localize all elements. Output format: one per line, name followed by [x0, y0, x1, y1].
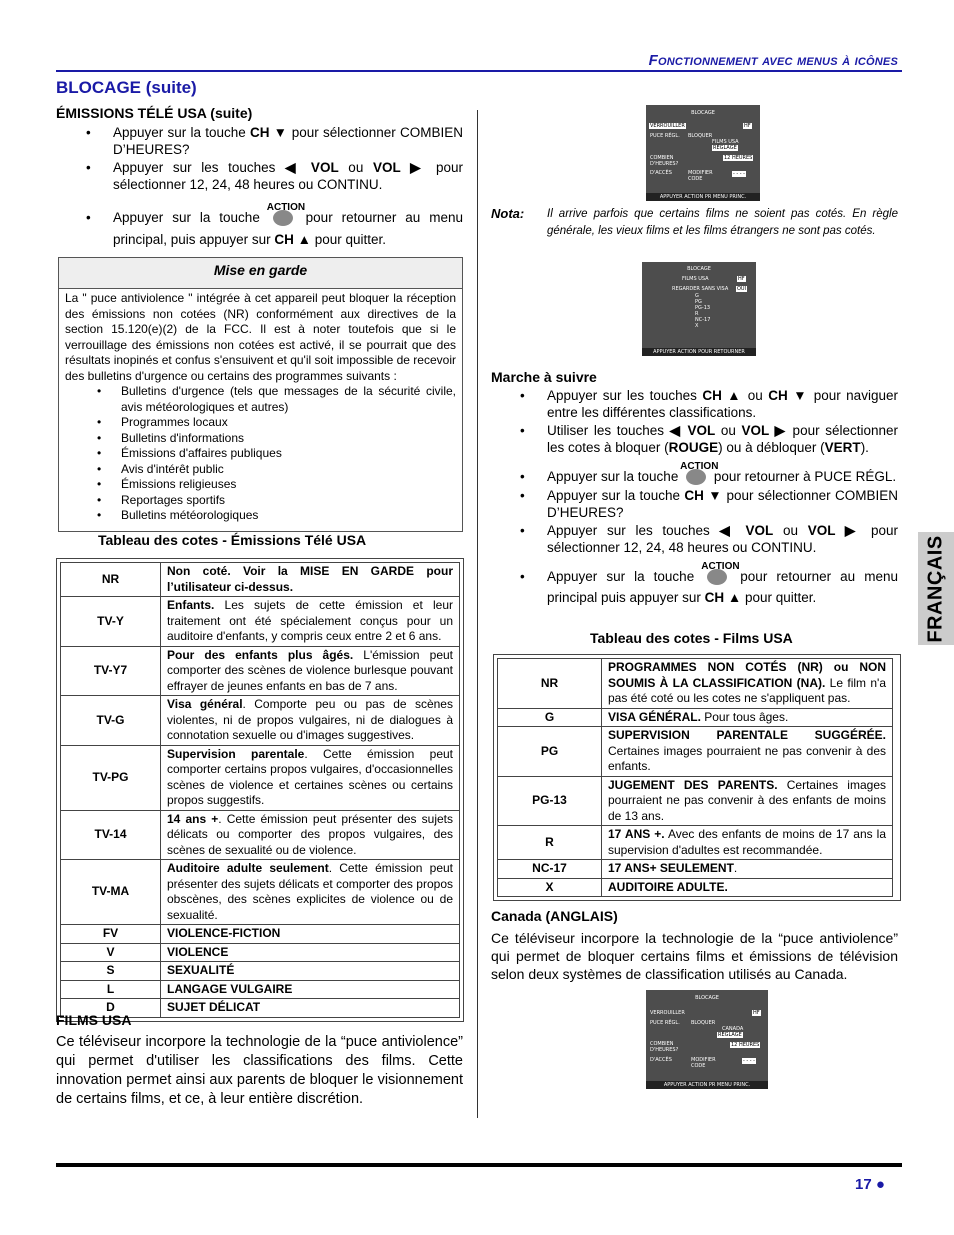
rating-description: JUGEMENT DES PARENTS. Certaines images pourraient ne pas convenir à des enfants de moins de 13 ans. — [602, 776, 893, 826]
list-item: • Émissions religieuses — [65, 477, 456, 493]
screen-value: 12 HEURES — [724, 155, 753, 161]
rating-description: 17 ANS+ SEULEMENT. — [602, 860, 893, 879]
screen-item: REGARDER SANS VISA — [672, 286, 729, 292]
rating-description: AUDITOIRE ADULTE. — [602, 878, 893, 897]
menu-screen-3 — [646, 990, 768, 1089]
rating-description: SEXUALITÉ — [161, 962, 460, 981]
rating-description: Auditoire adulte seulement. Cette émission peut présenter des sujets délicats et comporter des propos obscènes, des scènes explicites de violence ou de sexualité. — [161, 860, 460, 925]
screen-value: HF — [738, 276, 745, 282]
screen-footer: APPUYER ACTION PR MENU PRINC. — [646, 193, 760, 201]
screen-footer: APPUYER ACTION PR MENU PRINC. — [646, 1081, 768, 1089]
footer-rule — [56, 1163, 902, 1167]
screen-title: BLOCAGE — [691, 110, 715, 116]
list-item: • Appuyer sur la touche CH ▼ pour sélectionner COMBIEN D’HEURES? — [86, 124, 463, 158]
list-item: • Reportages sportifs — [65, 493, 456, 509]
list-item: • Bulletins d'informations — [65, 431, 456, 447]
column-divider — [477, 110, 478, 1118]
rating-description: VIOLENCE-FICTION — [161, 925, 460, 944]
table-row — [61, 745, 460, 810]
rating-code: X — [498, 878, 602, 897]
rating-description: 14 ans +. Cette émission peut présenter des sujets délicats ou comporter des propos vulgaires, des scènes de sexualité ou de violence. — [161, 810, 460, 860]
screen-value: RÉGLAGE — [718, 1032, 742, 1038]
screen-item: PUCE RÉGL. — [650, 133, 680, 139]
rating-code: NR — [498, 659, 602, 709]
table-row — [61, 563, 460, 597]
marche-title: Marche à suivre — [491, 369, 597, 385]
caution-list — [65, 384, 456, 524]
nota-text: Il arrive parfois que certains films ne soient pas cotés. En règle générale, les vieux films et les films étrangers ne sont pas cotés. — [547, 208, 898, 237]
list-item: • Avis d'intérêt public — [65, 462, 456, 478]
screen-item: FILMS USA — [682, 276, 709, 282]
section-title: BLOCAGE (suite) — [56, 78, 197, 97]
rating-description: PROGRAMMES NON COTÉS (NR) ou NON SOUMIS À LA CLASSIFICATION (NA). Le film n'a pas été coté ou les cotes ne s'appliquent pas. — [602, 659, 893, 709]
screen-footer: APPUYER ACTION POUR RETOURNER — [642, 348, 756, 356]
screen-item: CANADA — [722, 1026, 744, 1032]
rating-code: L — [61, 980, 161, 999]
rating-code: TV-MA — [61, 860, 161, 925]
table-row — [498, 826, 893, 860]
screen-value: 12 HEURES — [731, 1042, 760, 1048]
list-item: • Appuyer sur les touches ◀ VOL ou VOL ▶ pour sélectionner 12, 24, 48 heures ou CONTINU. — [86, 159, 463, 193]
rating-description: SUJET DÉLICAT — [161, 999, 460, 1018]
canada-title: Canada (ANGLAIS) — [491, 908, 618, 924]
rating-description: Enfants. Les sujets de cette émission et leur traitement ont été spécialement conçus pour un auditoire d'enfants, y compris ceux entre 2 et 6 ans. — [161, 597, 460, 647]
screen-item: COMBIEN D'HEURES? — [650, 1041, 679, 1053]
list-item: • Programmes locaux — [65, 415, 456, 431]
rating-code: PG — [498, 727, 602, 777]
list-item: • Utiliser les touches ◀ VOL ou VOL ▶ pour sélectionner les cotes à bloquer (ROUGE) ou à débloquer (VERT). — [520, 422, 898, 456]
tv-table-caption: Tableau des cotes - Émissions Télé USA — [98, 532, 367, 548]
action-button-icon: ACTION — [686, 469, 706, 485]
rating-code: TV-G — [61, 696, 161, 746]
films-ratings-table — [493, 654, 901, 901]
action-button-icon: ACTION — [273, 210, 293, 226]
rating-code: S — [61, 962, 161, 981]
page-header-title: Fonctionnement avec menus à icônes — [648, 52, 898, 69]
rating-description: SUPERVISION PARENTALE SUGGÉRÉE. Certaines images pourraient ne pas convenir à des enfants. — [602, 727, 893, 777]
menu-screen-1 — [646, 105, 760, 201]
caution-title: Mise en garde — [59, 258, 462, 289]
list-item: • Appuyer sur la touche ACTION pour retourner au menu principal puis appuyer sur CH ▲ pour quitter. — [520, 566, 898, 608]
films-title: FILMS USA — [56, 1012, 132, 1028]
menu-screen-2 — [642, 262, 756, 356]
rating-description: Pour des enfants plus âgés. L'émission peut comporter des scènes de violence burlesque pouvant effrayer de jeunes enfants en bas de 7 ans. — [161, 646, 460, 696]
rating-description: VIOLENCE — [161, 943, 460, 962]
nota-label: Nota: — [491, 206, 525, 221]
screen-title: BLOCAGE — [695, 995, 719, 1001]
list-item: • Appuyer sur les touches ◀ VOL ou VOL ▶ pour sélectionner 12, 24, 48 heures ou CONTINU. — [520, 522, 898, 556]
screen-value: HF — [753, 1010, 760, 1016]
rating-code: TV-Y7 — [61, 646, 161, 696]
action-button-icon: ACTION — [707, 569, 727, 585]
table-row — [61, 925, 460, 944]
screen-value: - - - - — [733, 171, 745, 177]
rating-code: V — [61, 943, 161, 962]
table-row — [498, 708, 893, 727]
table-row — [61, 810, 460, 860]
list-item: • Appuyer sur la touche ACTION pour retourner à PUCE RÉGL. — [520, 466, 898, 487]
marche-steps-list — [520, 387, 898, 608]
rating-description: Supervision parentale. Cette émission peut comporter certains propos vulgaires, d'occasionnelles scènes de violence et certaines scènes ou certains propos suggestifs. — [161, 745, 460, 810]
table-row — [61, 943, 460, 962]
table-row — [61, 860, 460, 925]
rating-description: Visa général. Comporte peu ou pas de scènes violentes, ni de propos vulgaires, ni de dialogues à connotation sexuelle ou d'images suggestives. — [161, 696, 460, 746]
screen-item: D'ACCÈS — [650, 170, 672, 176]
rating-code: TV-PG — [61, 745, 161, 810]
caution-text: La " puce antiviolence " intégrée à cet appareil peut bloquer la réception des émissions non cotées (NR) conformément aux directives de la section 15.120(e)(2) de la FCC. Il est à noter toutefois que si le verrouillage des émissions non cotées est activé, il se pourrait que des résultats inopinés et confus s'ensuivent et qu'il soit impossible de recevoir des bulletins d'urgence ou certains des programmes suivants : — [65, 291, 456, 383]
rating-code: FV — [61, 925, 161, 944]
screen-item: MODIFIER CODE — [688, 170, 713, 182]
table-row — [61, 980, 460, 999]
table-row — [61, 696, 460, 746]
rating-description: 17 ANS +. Avec des enfants de moins de 17 ans la supervision d'adultes est recommandée. — [602, 826, 893, 860]
table-row — [61, 962, 460, 981]
list-item: • Émissions d'affaires publiques — [65, 446, 456, 462]
canada-text: Ce téléviseur incorpore la technologie de la “puce antiviolence” qui permet de bloquer certains films et émissions de télévision selon deux systèmes de classification utilisés au Canada. — [491, 930, 898, 982]
table-row — [498, 727, 893, 777]
screen-item: FILMS USA — [712, 139, 739, 145]
screen-item: D'ACCÈS — [650, 1057, 672, 1063]
rating-description: VISA GÉNÉRAL. Pour tous âges. — [602, 708, 893, 727]
page-number: 17 ● — [855, 1176, 885, 1193]
subsection-title: ÉMISSIONS TÉLÉ USA (suite) — [56, 105, 253, 121]
screen-value: - - - - — [743, 1058, 755, 1064]
list-item: • Appuyer sur la touche ACTION pour retourner au menu principal, puis appuyer sur CH ▲ pour quitter. — [86, 207, 463, 251]
list-item: • Appuyer sur la touche CH ▼ pour sélectionner COMBIEN D’HEURES? — [520, 487, 898, 521]
screen-title: BLOCAGE — [687, 266, 711, 272]
screen-value: OUI — [737, 286, 747, 292]
screen-value: RÉGLAGE — [713, 145, 737, 151]
rating-code: R — [498, 826, 602, 860]
rating-code: PG-13 — [498, 776, 602, 826]
rating-description: LANGAGE VULGAIRE — [161, 980, 460, 999]
caution-box — [58, 257, 463, 532]
screen-value: HF — [744, 123, 751, 129]
header-rule — [56, 70, 902, 72]
rating-description: Non coté. Voir la MISE EN GARDE pour l’utilisateur ci-dessus. — [161, 563, 460, 597]
rating-code: G — [498, 708, 602, 727]
screen-item: COMBIEN D'HEURES? — [650, 155, 679, 167]
screen-codes: G PG PG-13 R NC-17 X — [695, 293, 711, 329]
rating-code: TV-Y — [61, 597, 161, 647]
films-table-caption: Tableau des cotes - Films USA — [590, 630, 793, 646]
screen-item: BLOQUER — [691, 1020, 716, 1026]
rating-code: NR — [61, 563, 161, 597]
table-row — [61, 597, 460, 647]
table-row — [61, 646, 460, 696]
table-row — [498, 659, 893, 709]
films-text: Ce téléviseur incorpore la technologie de la “puce antiviolence” qui permet d'utiliser les classifications des films. Cette innovation permet ainsi aux parents de bloquer le visionnement de certains films, et ce, à leur entière discrétion. — [56, 1034, 463, 1107]
rating-code: TV-14 — [61, 810, 161, 860]
list-item: • Appuyer sur les touches CH ▲ ou CH ▼ pour naviguer entre les différentes classifications. — [520, 387, 898, 421]
table-row — [498, 776, 893, 826]
screen-item: VERROUILLER — [650, 123, 685, 129]
screen-item: VERROUILLER — [650, 1010, 685, 1016]
list-item: • Bulletins météorologiques — [65, 508, 456, 524]
table-row — [498, 878, 893, 897]
screen-item: MODIFIER CODE — [691, 1057, 716, 1069]
screen-item: BLOQUER — [688, 133, 713, 139]
table-row — [498, 860, 893, 879]
rating-code: NC-17 — [498, 860, 602, 879]
rating-code: D — [61, 999, 161, 1018]
tv-steps-list — [86, 124, 463, 251]
language-tab: FRANÇAIS — [918, 532, 954, 645]
tv-ratings-table — [56, 558, 464, 1022]
list-item: • Bulletins d'urgence (tels que messages de la sécurité civile, avis météorologiques et autres) — [65, 384, 456, 415]
screen-item: PUCE RÉGL. — [650, 1020, 680, 1026]
